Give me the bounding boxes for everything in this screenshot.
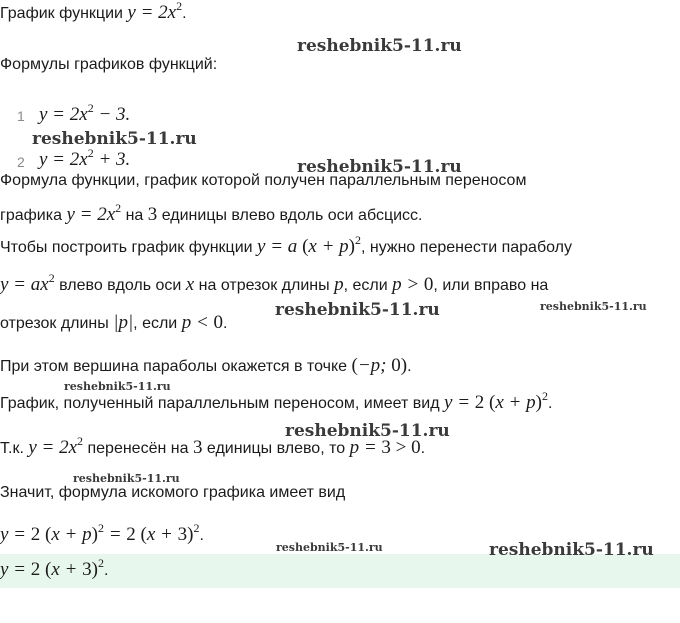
watermark: reshebnik5-11.ru [285, 421, 450, 441]
watermark: reshebnik5-11.ru [64, 380, 171, 393]
paragraph-4: График, полученный параллельным переносом, имеет вид y = 2 $(x + p)^2$. [0, 389, 553, 413]
watermark: reshebnik5-11.ru [297, 157, 462, 177]
paragraph-2-line-1: Чтобы построить график функции y = a $(x + p)^2$, нужно перенести параболу [0, 233, 572, 257]
formula-list: 1 $y = 2x^2 - 3$. 2 $y = 2x^2 + 3$. [17, 101, 131, 170]
formulas-heading: Формулы графиков функций: [0, 56, 218, 73]
formula-item-1: $y = 2x^2 - 3$. [39, 101, 131, 125]
watermark: reshebnik5-11.ru [297, 36, 462, 56]
paragraph-5: Т.к. $y = 2x^2$ перенесён на 3 единицы влево, то p = 3 > 0. [0, 434, 426, 458]
paragraph-2-line-2: $y = ax^2$ влево вдоль оси x на отрезок длины p, если p > 0, или вправо на [0, 271, 549, 295]
paragraph-1-line-2: графика $y = 2x^2$ на 3 единицы влево вдоль оси абсцисс. [0, 201, 423, 225]
watermark: reshebnik5-11.ru [73, 472, 180, 485]
watermark: reshebnik5-11.ru [32, 129, 197, 149]
formula-item-2: $y = 2x^2 + 3$. [39, 146, 131, 170]
formula-y-2x2: $y = 2x^2$ [127, 0, 183, 23]
paragraph-6: Значит, формула искомого графика имеет вид [0, 484, 346, 501]
task-title: График функции $y = 2x^2$. [0, 0, 187, 23]
watermark: reshebnik5-11.ru [276, 541, 383, 554]
watermark: reshebnik5-11.ru [275, 300, 440, 320]
formula-derivation: y = 2 $(x + p)^2 = 2$ $(x + 3)^2$. [0, 521, 204, 545]
paragraph-3: При этом вершина параболы окажется в точке (−p; 0). [0, 355, 412, 376]
paragraph-2-line-3: отрезок длины |p|, если p < 0. [0, 312, 228, 333]
answer-formula: y = 2 $(x + 3)^2$. [0, 556, 109, 580]
watermark: reshebnik5-11.ru [489, 540, 654, 560]
paragraph-1-line-1: Формула функции, график которой получен параллельным переносом [0, 172, 527, 189]
watermark: reshebnik5-11.ru [540, 300, 647, 313]
